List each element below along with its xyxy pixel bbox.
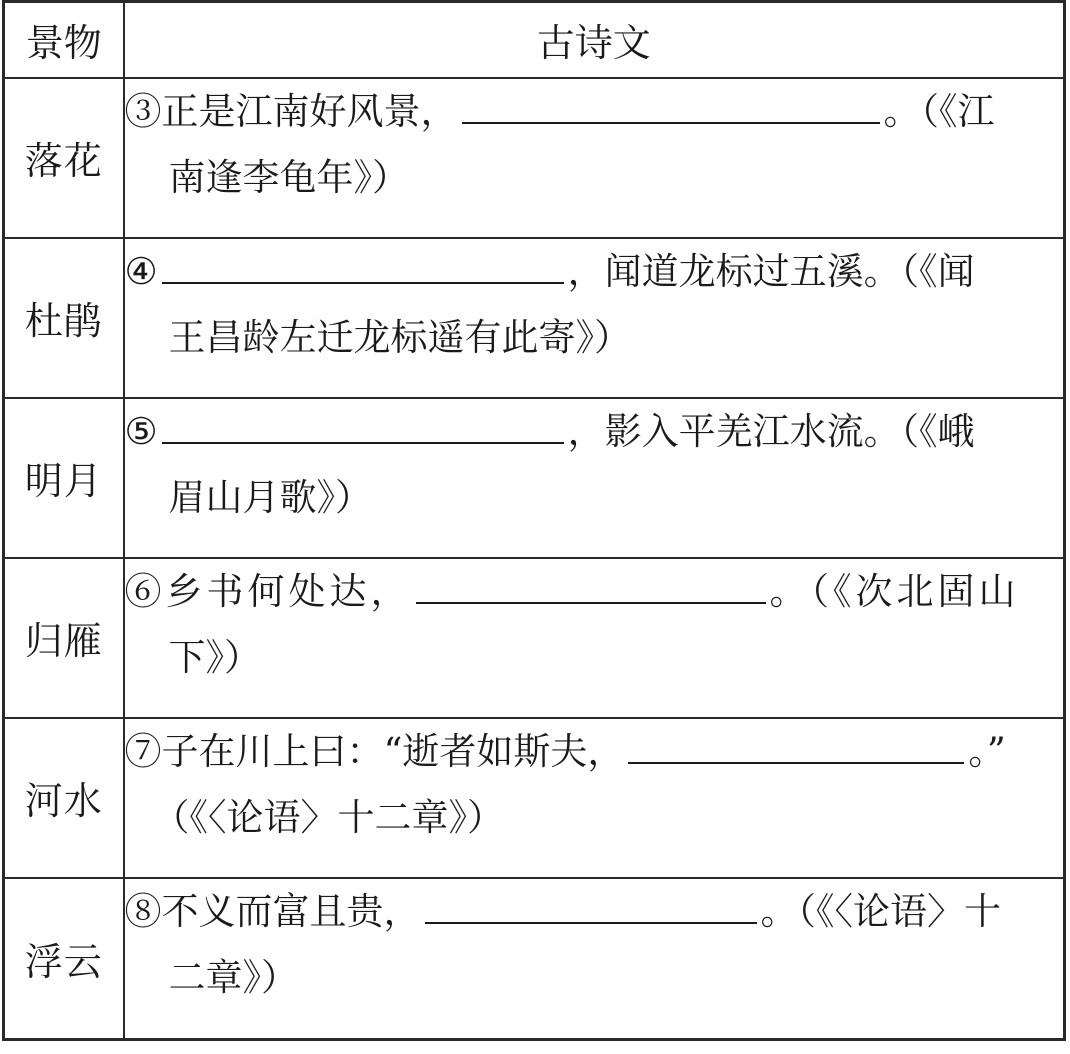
scene-cell: 浮云	[4, 878, 124, 1040]
poem-text-before: ⑥乡书何处达，	[124, 569, 412, 613]
poem-cell	[124, 558, 1065, 718]
poem-text-after: 。”	[968, 729, 1006, 773]
poem-text-line2: 二章》）	[168, 955, 298, 999]
poem-cell	[124, 398, 1065, 558]
worksheet	[2, 0, 1066, 1048]
poem-text-line2: 王昌龄左迁龙标遥有此寄》）	[168, 315, 631, 359]
poem-text-after: 。（《江	[883, 89, 995, 133]
scene-cell: 河水	[4, 718, 124, 878]
poem-cell	[124, 78, 1065, 238]
poem-cell	[124, 878, 1065, 1040]
table-row	[4, 238, 1065, 398]
header-row	[4, 2, 1065, 78]
scene-cell: 明月	[4, 398, 124, 558]
poem-text-after: 。（《次北固山	[769, 569, 1020, 613]
answer-blank[interactable]	[162, 252, 564, 284]
table-row	[4, 718, 1065, 878]
poem-text-before: ⑦子在川上曰：“逝者如斯夫，	[124, 729, 625, 773]
poem-text-line2: 南逢李龟年》）	[168, 155, 409, 199]
poem-table	[2, 0, 1066, 1041]
scene-cell: 落花	[4, 78, 124, 238]
poem-text-after: 。（《〈论语〉十	[760, 889, 1001, 933]
poem-text-before: ④	[124, 249, 158, 293]
answer-blank[interactable]	[162, 412, 564, 444]
poem-text-before: ⑤	[124, 409, 158, 453]
scene-cell: 杜鹃	[4, 238, 124, 398]
poem-text-before: ⑧不义而富且贵，	[124, 889, 421, 933]
poem-text-line2: （《〈论语〉十二章》）	[152, 795, 504, 839]
poem-cell	[124, 238, 1065, 398]
poem-text-line2: 下》）	[168, 635, 261, 679]
poem-text-after: ，闻道龙标过五溪。（《闻	[567, 249, 975, 293]
poem-text-line2: 眉山月歌》）	[168, 475, 372, 519]
table-row	[4, 78, 1065, 238]
answer-blank[interactable]	[462, 92, 880, 124]
poem-cell	[124, 718, 1065, 878]
table-row	[4, 398, 1065, 558]
scene-cell: 归雁	[4, 558, 124, 718]
poem-text-before: ③正是江南好风景，	[124, 89, 458, 133]
answer-blank[interactable]	[425, 892, 757, 924]
answer-blank[interactable]	[416, 572, 766, 604]
header-poem: 古诗文	[124, 2, 1065, 78]
answer-blank[interactable]	[628, 732, 964, 764]
table-row	[4, 558, 1065, 718]
table-row	[4, 878, 1065, 1040]
header-scene: 景物	[4, 2, 124, 78]
poem-text-after: ，影入平羌江水流。（《峨	[567, 409, 975, 453]
